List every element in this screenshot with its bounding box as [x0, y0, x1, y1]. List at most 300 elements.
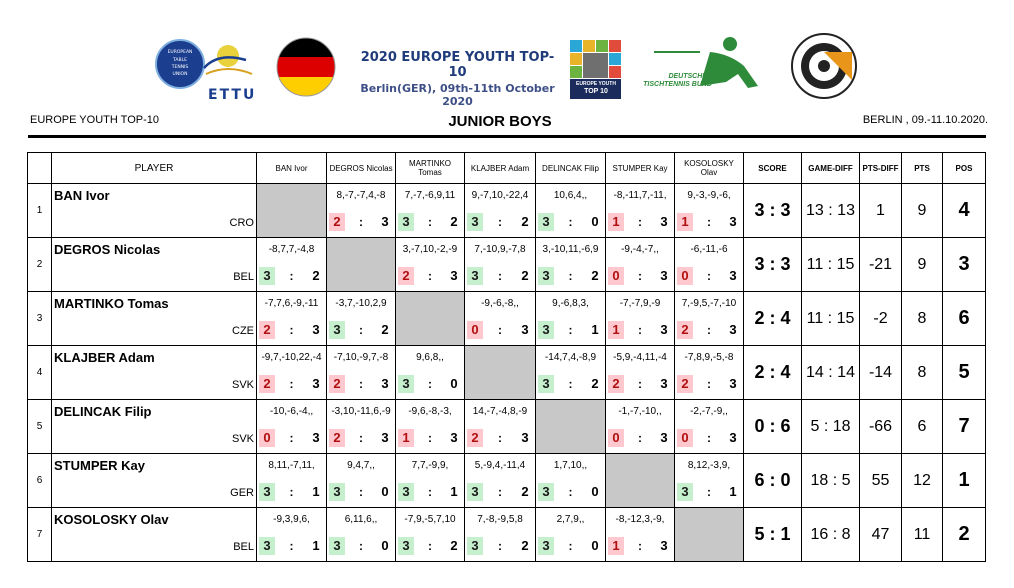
result-separator: :: [568, 485, 573, 499]
score-cell: 5 : 1: [744, 508, 802, 562]
pts-cell: 12: [902, 454, 943, 508]
games-won: 0: [608, 429, 624, 447]
ettu-logo: [148, 38, 258, 102]
eyt-logo-line1: EUROPE YOUTH: [576, 81, 616, 87]
games-lost: 3: [381, 430, 389, 445]
match-result: [259, 429, 324, 447]
games-lost: 3: [381, 214, 389, 229]
set-scores: -9,7,-10,22,-4: [261, 352, 322, 363]
pos-cell: 6: [943, 292, 986, 346]
score-cell: 6 : 0: [744, 454, 802, 508]
result-separator: :: [289, 269, 294, 283]
header-opponent-line1: KOSOLOSKY Olav: [684, 159, 734, 177]
games-lost: 3: [660, 538, 668, 553]
match-cell: [396, 508, 465, 562]
self-match-cell: [396, 292, 465, 346]
header-score: SCORE: [744, 153, 802, 184]
row-number: 4: [28, 346, 52, 400]
match-cell: [675, 454, 744, 508]
results-body: [28, 184, 986, 562]
games-won: 3: [259, 267, 275, 285]
match-cell: [257, 400, 327, 454]
games-lost: 0: [591, 214, 599, 229]
self-match-cell: [257, 184, 327, 238]
games-won: 3: [677, 483, 693, 501]
match-result: [608, 537, 672, 555]
set-scores: 9,-6,8,3,: [552, 298, 589, 309]
header-opponent: [327, 153, 396, 184]
score-cell: 2 : 4: [744, 292, 802, 346]
match-cell: [327, 508, 396, 562]
match-result: [398, 537, 462, 555]
player-cell: [52, 454, 257, 508]
header-opponent: [465, 153, 536, 184]
self-match-cell: [675, 508, 744, 562]
match-result: [467, 483, 533, 501]
player-cell: [52, 400, 257, 454]
set-scores: 7,-8,-9,5,8: [477, 514, 523, 525]
games-won: 2: [677, 321, 693, 339]
match-result: [467, 537, 533, 555]
match-cell: [536, 292, 606, 346]
games-won: 2: [398, 267, 414, 285]
dttb-logo: [640, 30, 775, 102]
match-cell: [327, 346, 396, 400]
result-separator: :: [359, 215, 363, 229]
match-result: [677, 483, 741, 501]
player-name: DEGROS Nicolas: [54, 242, 161, 257]
games-won: 0: [608, 267, 624, 285]
set-scores: 5,-9,4,-11,4: [474, 460, 526, 471]
match-cell: [606, 238, 675, 292]
games-won: 3: [538, 375, 554, 393]
set-scores: 8,-7,-7,4,-8: [336, 190, 386, 201]
games-won: 3: [329, 321, 345, 339]
games-won: 1: [677, 213, 693, 231]
games-won: 0: [467, 321, 483, 339]
event-title-line2: Berlin(GER), 09th-11th October 2020: [360, 82, 555, 108]
table-row: [28, 292, 986, 346]
games-won: 3: [329, 483, 345, 501]
games-lost: 3: [450, 430, 458, 445]
match-result: [467, 213, 533, 231]
games-won: 3: [467, 213, 483, 231]
score-cell: 3 : 3: [744, 184, 802, 238]
set-scores: 8,11,-7,11,: [268, 460, 315, 471]
page-header: [0, 0, 1014, 110]
header-opponent-line1: STUMPER Kay: [612, 163, 668, 173]
set-scores: -9,3,9,6,: [273, 514, 310, 525]
match-cell: [606, 400, 675, 454]
match-cell: [396, 454, 465, 508]
self-match-cell: [606, 454, 675, 508]
games-lost: 3: [312, 376, 320, 391]
result-separator: :: [707, 215, 711, 229]
games-lost: 3: [660, 322, 668, 337]
match-result: [538, 267, 603, 285]
result-separator: :: [359, 377, 363, 391]
set-scores: -14,7,4,-8,9: [544, 352, 597, 363]
pts-diff-cell: 55: [860, 454, 902, 508]
set-scores: 6,11,6,,: [344, 514, 378, 525]
player-cell: [52, 292, 257, 346]
pts-cell: 8: [902, 292, 943, 346]
set-scores: 7,7,-9,9,: [411, 460, 449, 471]
games-won: 1: [608, 213, 624, 231]
event-title: [355, 50, 560, 108]
header-game-diff: GAME-DIFF: [802, 153, 860, 184]
player-name: DELINCAK Filip: [54, 404, 152, 419]
games-lost: 2: [450, 214, 458, 229]
result-separator: :: [359, 431, 363, 445]
match-result: [329, 375, 393, 393]
match-result: [398, 429, 462, 447]
result-separator: :: [638, 431, 642, 445]
games-lost: 0: [591, 484, 599, 499]
games-won: 3: [467, 267, 483, 285]
result-separator: :: [289, 485, 294, 499]
match-result: [398, 483, 462, 501]
match-result: [398, 267, 462, 285]
games-won: 3: [467, 483, 483, 501]
player-country: BEL: [233, 271, 254, 283]
pts-diff-cell: 1: [860, 184, 902, 238]
competition-title: JUNIOR BOYS: [448, 113, 552, 130]
result-separator: :: [359, 485, 363, 499]
header-player: PLAYER: [52, 153, 257, 184]
games-won: 2: [677, 375, 693, 393]
result-separator: :: [289, 377, 294, 391]
result-separator: :: [568, 539, 573, 553]
set-scores: 9,4,7,,: [347, 460, 375, 471]
games-lost: 0: [450, 376, 458, 391]
self-match-cell: [536, 400, 606, 454]
set-scores: 7,-10,9,-7,8: [474, 244, 526, 255]
match-result: [677, 429, 741, 447]
games-won: 2: [467, 429, 483, 447]
match-result: [608, 321, 672, 339]
match-result: [259, 483, 324, 501]
pts-cell: 9: [902, 184, 943, 238]
result-separator: :: [638, 269, 642, 283]
game-diff-cell: 5 : 18: [802, 400, 860, 454]
match-result: [677, 375, 741, 393]
result-separator: :: [568, 323, 573, 337]
game-diff-cell: 13 : 13: [802, 184, 860, 238]
match-cell: [536, 238, 606, 292]
result-separator: :: [568, 377, 573, 391]
set-scores: -8,7,7,-4,8: [268, 244, 315, 255]
match-cell: [257, 238, 327, 292]
player-name: KLAJBER Adam: [54, 350, 155, 365]
games-won: 2: [259, 375, 275, 393]
result-separator: :: [359, 539, 363, 553]
games-won: 3: [329, 537, 345, 555]
match-cell: [536, 454, 606, 508]
games-lost: 2: [521, 214, 529, 229]
match-result: [677, 213, 741, 231]
games-won: 2: [608, 375, 624, 393]
set-scores: -8,-11,7,-11,: [613, 190, 667, 201]
match-result: [329, 483, 393, 501]
player-name: KOSOLOSKY Olav: [54, 512, 169, 527]
pts-diff-cell: -66: [860, 400, 902, 454]
match-cell: [257, 292, 327, 346]
set-scores: 8,12,-3,9,: [687, 460, 731, 471]
header-pos: POS: [943, 153, 986, 184]
header-opponent-line1: BAN Ivor: [275, 163, 308, 173]
match-result: [259, 375, 324, 393]
games-won: 3: [538, 537, 554, 555]
games-lost: 3: [450, 268, 458, 283]
pts-cell: 8: [902, 346, 943, 400]
set-scores: -9,6,-8,-3,: [408, 406, 452, 417]
result-separator: :: [498, 539, 502, 553]
pos-cell: 7: [943, 400, 986, 454]
germany-flag-icon: [275, 36, 337, 98]
match-result: [608, 375, 672, 393]
table-row: [28, 346, 986, 400]
match-result: [538, 537, 603, 555]
games-lost: 2: [591, 376, 599, 391]
games-won: 3: [467, 537, 483, 555]
pts-diff-cell: -14: [860, 346, 902, 400]
result-separator: :: [707, 377, 711, 391]
games-lost: 2: [521, 538, 529, 553]
games-lost: 3: [729, 214, 737, 229]
pts-diff-cell: -2: [860, 292, 902, 346]
header-opponent-line1: DEGROS Nicolas: [329, 163, 393, 173]
games-won: 3: [259, 483, 275, 501]
match-result: [467, 321, 533, 339]
match-result: [608, 429, 672, 447]
result-separator: :: [428, 269, 432, 283]
player-name: STUMPER Kay: [54, 458, 146, 473]
table-row: [28, 454, 986, 508]
match-cell: [327, 292, 396, 346]
set-scores: 7,-7,-6,9,11: [404, 190, 456, 201]
set-scores: 2,7,9,,: [556, 514, 585, 525]
games-won: 0: [677, 267, 693, 285]
games-won: 1: [608, 321, 624, 339]
games-won: 0: [259, 429, 275, 447]
match-result: [677, 321, 741, 339]
set-scores: -7,10,-9,7,-8: [333, 352, 389, 363]
row-number: 3: [28, 292, 52, 346]
match-cell: [675, 292, 744, 346]
games-won: 2: [329, 375, 345, 393]
games-won: 3: [538, 267, 554, 285]
set-scores: 14,-7,-4,8,-9: [472, 406, 528, 417]
player-country: SVK: [231, 379, 254, 391]
match-cell: [465, 454, 536, 508]
games-won: 3: [398, 483, 414, 501]
row-number: 1: [28, 184, 52, 238]
match-cell: [465, 508, 536, 562]
games-lost: 3: [521, 322, 529, 337]
games-lost: 1: [591, 322, 599, 337]
player-cell: [52, 508, 257, 562]
result-separator: :: [498, 269, 502, 283]
result-separator: :: [498, 431, 502, 445]
pts-cell: 11: [902, 508, 943, 562]
svg-text:UNION: UNION: [172, 72, 188, 77]
result-separator: :: [638, 377, 642, 391]
match-cell: [327, 400, 396, 454]
game-diff-cell: 18 : 5: [802, 454, 860, 508]
self-match-cell: [327, 238, 396, 292]
games-lost: 0: [381, 538, 389, 553]
match-cell: [675, 238, 744, 292]
set-scores: 9,6,8,,: [416, 352, 444, 363]
result-separator: :: [638, 215, 642, 229]
set-scores: 1,7,10,,: [553, 460, 588, 471]
pts-diff-cell: 47: [860, 508, 902, 562]
result-separator: :: [707, 323, 711, 337]
pos-cell: 1: [943, 454, 986, 508]
games-won: 3: [398, 537, 414, 555]
match-result: [467, 429, 533, 447]
player-country: CRO: [229, 217, 254, 229]
games-lost: 3: [729, 322, 737, 337]
result-separator: :: [568, 215, 573, 229]
games-lost: 3: [729, 376, 737, 391]
match-cell: [465, 400, 536, 454]
pos-cell: 2: [943, 508, 986, 562]
match-result: [538, 213, 603, 231]
set-scores: -3,7,-10,2,9: [335, 298, 387, 309]
games-lost: 3: [312, 430, 320, 445]
game-diff-cell: 11 : 15: [802, 238, 860, 292]
games-won: 3: [538, 213, 554, 231]
set-scores: -7,8,9,-5,-8: [684, 352, 734, 363]
games-won: 3: [398, 375, 414, 393]
set-scores: 9,-3,-9,-6,: [687, 190, 731, 201]
games-lost: 3: [660, 268, 668, 283]
game-diff-cell: 14 : 14: [802, 346, 860, 400]
header-opponent-line1: DELINCAK Filip: [542, 163, 599, 173]
set-scores: 3,-7,10,-2,-9: [402, 244, 458, 255]
dttb-label: DEUTSCHER TISCHTENNIS BUND: [643, 73, 712, 88]
result-separator: :: [638, 539, 642, 553]
match-result: [608, 267, 672, 285]
pos-cell: 5: [943, 346, 986, 400]
match-cell: [675, 184, 744, 238]
games-won: 3: [259, 537, 275, 555]
games-lost: 3: [521, 430, 529, 445]
svg-text:TABLE: TABLE: [173, 58, 187, 63]
result-separator: :: [707, 269, 711, 283]
header-row: [28, 153, 986, 184]
set-scores: -3,10,-11,6,-9: [331, 406, 391, 417]
match-cell: [536, 346, 606, 400]
games-won: 0: [677, 429, 693, 447]
pos-cell: 3: [943, 238, 986, 292]
set-scores: -1,-7,-10,,: [618, 406, 662, 417]
match-result: [398, 375, 462, 393]
pts-cell: 9: [902, 238, 943, 292]
set-scores: -10,-6,-4,,: [269, 406, 314, 417]
games-lost: 2: [381, 322, 389, 337]
match-result: [538, 375, 603, 393]
game-diff-cell: 11 : 15: [802, 292, 860, 346]
pts-diff-cell: -21: [860, 238, 902, 292]
results-table: [27, 152, 986, 562]
result-separator: :: [707, 431, 711, 445]
set-scores: -9,-6,-8,,: [481, 298, 519, 309]
match-result: [329, 537, 393, 555]
match-result: [259, 537, 324, 555]
set-scores: -9,-4,-7,,: [621, 244, 659, 255]
svg-text:ETTU: ETTU: [208, 87, 257, 102]
player-cell: [52, 346, 257, 400]
set-scores: -7,-7,9,-9: [619, 298, 661, 309]
set-scores: -2,-7,-9,,: [690, 406, 728, 417]
match-cell: [396, 238, 465, 292]
games-lost: 1: [312, 538, 320, 553]
games-lost: 3: [660, 214, 668, 229]
match-result: [259, 321, 324, 339]
set-scores: 7,-9,5,-7,-10: [681, 298, 737, 309]
header-opponent: [257, 153, 327, 184]
match-result: [538, 321, 603, 339]
score-cell: 2 : 4: [744, 346, 802, 400]
row-number: 6: [28, 454, 52, 508]
match-cell: [606, 346, 675, 400]
player-country: CZE: [232, 325, 254, 337]
header-opponent: [536, 153, 606, 184]
games-won: 2: [329, 213, 345, 231]
result-separator: :: [498, 323, 502, 337]
game-diff-cell: 16 : 8: [802, 508, 860, 562]
score-cell: 0 : 6: [744, 400, 802, 454]
set-scores: -7,9,-5,7,10: [404, 514, 456, 525]
row-number: 5: [28, 400, 52, 454]
games-won: 3: [538, 483, 554, 501]
result-separator: :: [289, 431, 294, 445]
result-separator: :: [638, 323, 642, 337]
match-cell: [396, 346, 465, 400]
result-separator: :: [428, 377, 432, 391]
match-cell: [327, 454, 396, 508]
club-logo: [790, 32, 858, 100]
eyt-logo: [568, 38, 624, 102]
result-separator: :: [428, 431, 432, 445]
result-separator: :: [428, 539, 432, 553]
match-cell: [675, 400, 744, 454]
header-opponent: [396, 153, 465, 184]
eyt-logo-line2: TOP 10: [584, 88, 608, 95]
match-cell: [465, 238, 536, 292]
match-cell: [465, 184, 536, 238]
games-lost: 0: [591, 538, 599, 553]
games-lost: 1: [312, 484, 320, 499]
games-lost: 3: [381, 376, 389, 391]
svg-text:TENNIS: TENNIS: [171, 65, 189, 70]
match-cell: [257, 508, 327, 562]
player-cell: [52, 184, 257, 238]
match-result: [608, 213, 672, 231]
games-lost: 3: [660, 376, 668, 391]
match-result: [259, 267, 324, 285]
header-rule: [28, 135, 986, 138]
date-caption: BERLIN , 09.-11.10.2020.: [862, 114, 988, 126]
match-result: [398, 213, 462, 231]
match-cell: [396, 184, 465, 238]
games-lost: 3: [729, 430, 737, 445]
match-result: [677, 267, 741, 285]
result-separator: :: [289, 539, 294, 553]
